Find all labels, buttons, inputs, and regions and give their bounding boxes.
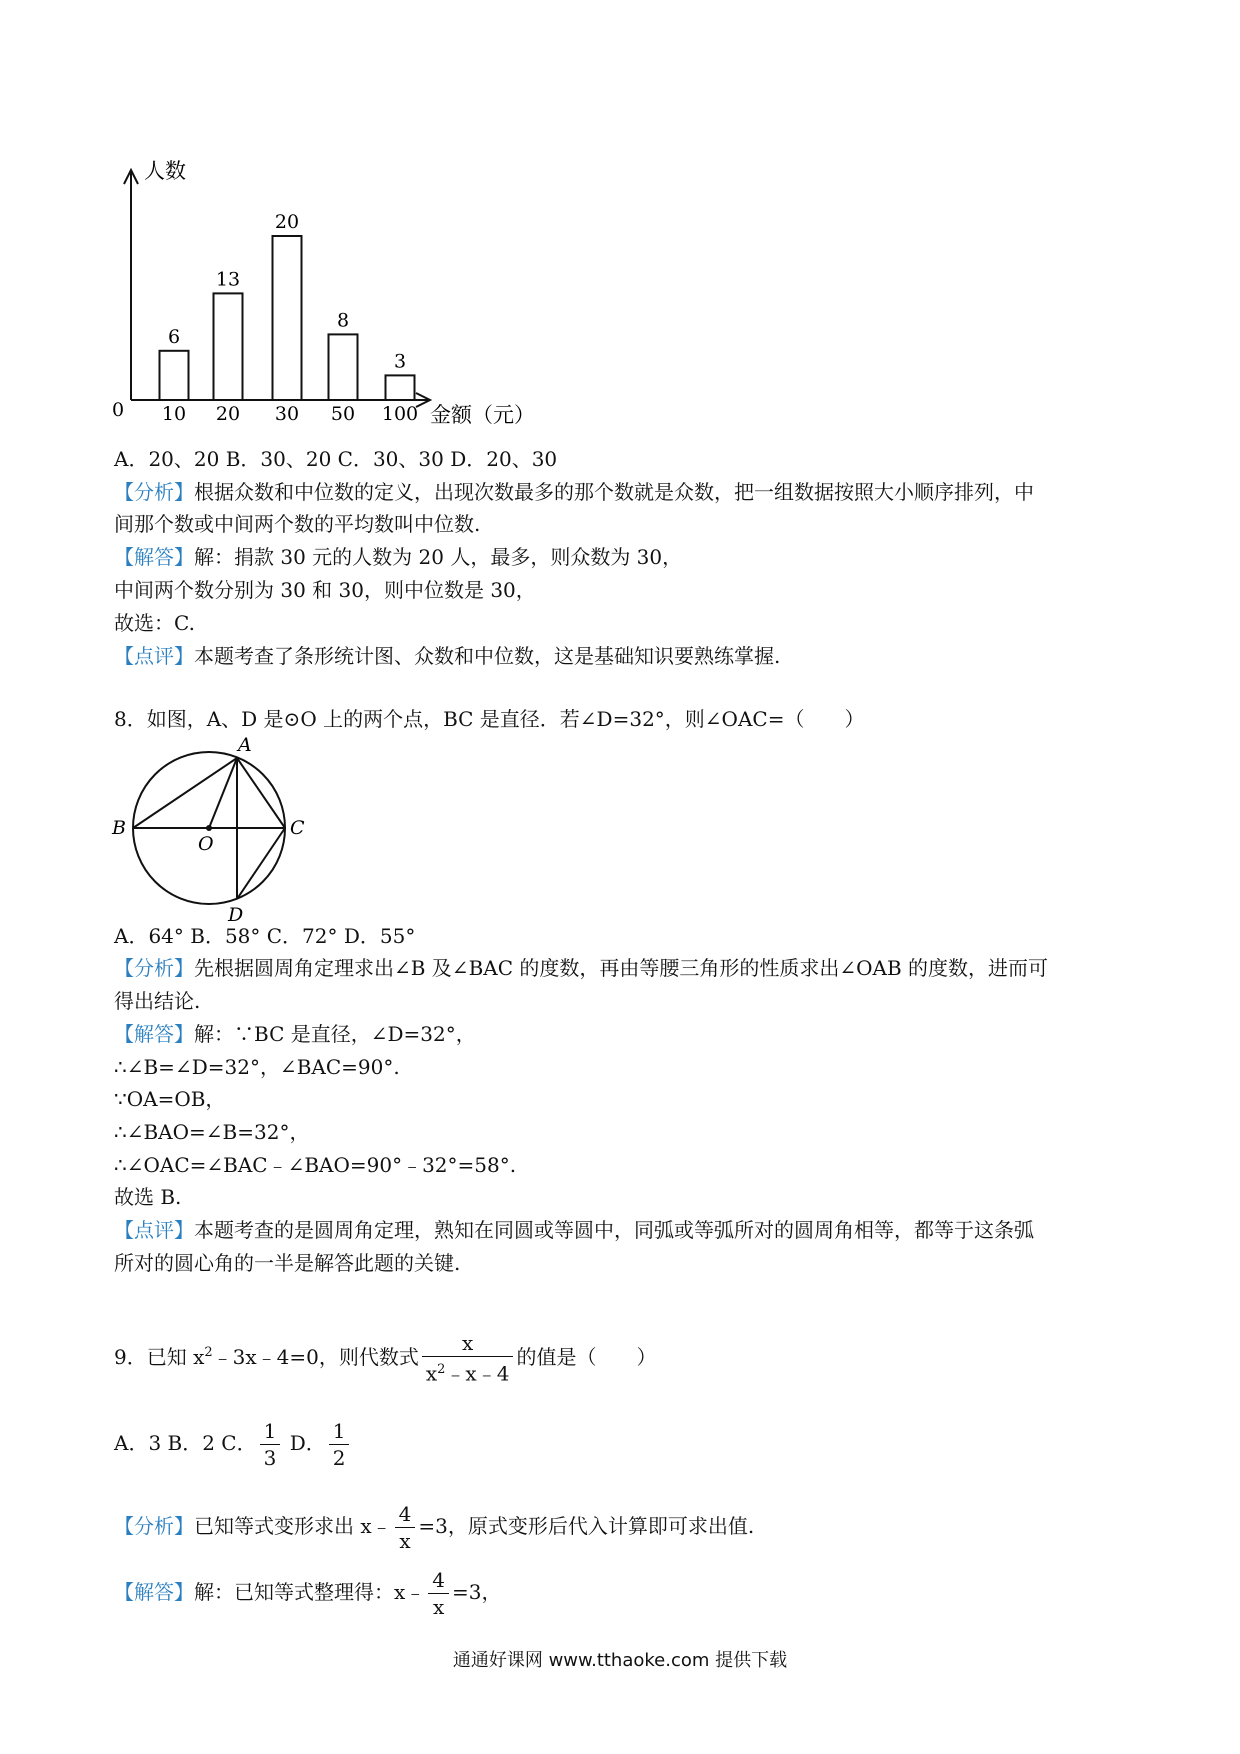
bar-value-label: 3 bbox=[393, 350, 407, 373]
q8-answer-line6: 故选 B. bbox=[114, 1185, 182, 1209]
q8-answer-line3: ∵OA=OB， bbox=[114, 1087, 226, 1111]
q7-comment-line1: 【点评】本题考查了条形统计图、众数和中位数，这是基础知识要熟练掌握. bbox=[114, 644, 781, 668]
x-tick-label: 30 bbox=[274, 403, 300, 425]
x-tick-label: 100 bbox=[381, 403, 419, 425]
q8-answer-line5: ∴∠OAC=∠BAC﹣∠BAO=90°﹣32°=58°. bbox=[114, 1153, 517, 1177]
comment-tag: 【点评】 bbox=[114, 644, 194, 668]
y-axis-label: 人数 bbox=[144, 159, 186, 183]
x-axis-label: 金额（元） bbox=[430, 403, 535, 427]
option-c-fraction: $\frac{1}{3}$ bbox=[260, 1418, 281, 1471]
q9-options: A．3 B．2 C． $\frac{1}{3}$ D． $\frac{1}{2}$ bbox=[114, 1418, 352, 1471]
q8-options: A．64° B．58° C．72° D．55° bbox=[114, 924, 416, 948]
footer-credit: 通通好课网 www.tthaoke.com 提供下载 bbox=[452, 1650, 788, 1671]
bar-20 bbox=[214, 293, 243, 400]
analysis-tag: 【分析】 bbox=[114, 956, 194, 980]
bar-value-label: 8 bbox=[336, 309, 350, 332]
q7-answer-line3: 故选：C. bbox=[114, 611, 195, 635]
q8-answer-line1: 【解答】解：∵BC 是直径，∠D=32°， bbox=[114, 1022, 476, 1046]
option-d-fraction: $\frac{1}{2}$ bbox=[329, 1418, 350, 1471]
q8-answer-line4: ∴∠BAO=∠B=32°， bbox=[114, 1120, 310, 1144]
x-tick-label: 20 bbox=[215, 403, 241, 425]
bar-100 bbox=[386, 375, 415, 400]
q8-analysis-line2: 得出结论. bbox=[114, 989, 201, 1013]
bar-50 bbox=[329, 334, 358, 400]
q7-answer-line2: 中间两个数分别为 30 和 30，则中位数是 30， bbox=[114, 578, 536, 602]
answer-fraction: $\frac{4}{x}$ bbox=[428, 1567, 449, 1620]
q7-options: A．20、20 B．30、20 C．30、30 D．20、30 bbox=[114, 447, 558, 471]
analysis-tag: 【分析】 bbox=[114, 1514, 194, 1538]
q9-expression-fraction: $\frac{x}{x^2﹣x﹣4}$ bbox=[422, 1330, 514, 1387]
bar-chart bbox=[0, 0, 1240, 460]
q7-analysis-line1: 【分析】根据众数和中位数的定义，出现次数最多的那个数就是众数，把一组数据按照大小顺序排列，中 bbox=[114, 480, 1034, 504]
q8-comment-line2: 所对的圆心角的一半是解答此题的关键. bbox=[114, 1251, 461, 1275]
segment-ab bbox=[133, 758, 237, 828]
analysis-tag: 【分析】 bbox=[114, 480, 194, 504]
label-b: B bbox=[112, 817, 126, 839]
answer-tag: 【解答】 bbox=[114, 545, 194, 569]
answer-tag: 【解答】 bbox=[114, 1022, 194, 1046]
bar-10 bbox=[160, 351, 189, 400]
answer-tag: 【解答】 bbox=[114, 1580, 194, 1604]
q7-answer-line1: 【解答】解：捐款 30 元的人数为 20 人，最多，则众数为 30， bbox=[114, 545, 683, 569]
bar-30 bbox=[273, 236, 302, 400]
label-d: D bbox=[228, 904, 244, 925]
q7-analysis-line2: 间那个数或中间两个数的平均数叫中位数. bbox=[114, 512, 481, 536]
label-o: O bbox=[198, 833, 214, 855]
x-tick-label: 50 bbox=[330, 403, 356, 425]
bar-value-label: 20 bbox=[274, 211, 300, 233]
q9-stem: 9．已知 $x^2﹣3x﹣4=0$，则代数式 $\frac{x}{x^2﹣x﹣4}$ 的值是（ ） bbox=[114, 1331, 657, 1386]
label-c: C bbox=[290, 817, 305, 839]
q9-answer: 【解答】解：已知等式整理得：x﹣ $\frac{4}{x}$ =3， bbox=[114, 1568, 502, 1619]
origin-label: 0 bbox=[112, 399, 125, 421]
label-a: A bbox=[238, 735, 252, 756]
q8-answer-line2: ∴∠B=∠D=32°，∠BAC=90°. bbox=[114, 1055, 400, 1079]
q8-comment-line1: 【点评】本题考查的是圆周角定理，熟知在同圆或等圆中，同弧或等弧所对的圆周角相等，都等于这条弧 bbox=[114, 1218, 1034, 1242]
q8-stem: 8．如图，A、D 是⊙O 上的两个点，BC 是直径．若∠D=32°，则∠OAC=（ ） bbox=[114, 707, 865, 731]
bar-value-label: 13 bbox=[215, 268, 241, 291]
segment-ac bbox=[237, 758, 285, 828]
segment-dc bbox=[237, 828, 285, 899]
x-tick-label: 10 bbox=[161, 403, 187, 425]
circle-figure bbox=[100, 735, 340, 925]
q8-analysis-line1: 【分析】先根据圆周角定理求出∠B 及∠BAC 的度数，再由等腰三角形的性质求出∠OAB 的度数，进而可 bbox=[114, 956, 1049, 980]
analysis-fraction: $\frac{4}{x}$ bbox=[395, 1501, 416, 1554]
comment-tag: 【点评】 bbox=[114, 1218, 194, 1242]
q9-analysis: 【分析】已知等式变形求出 x﹣ $\frac{4}{x}$ =3，原式变形后代入计算即可求出值. bbox=[114, 1502, 755, 1553]
bar-value-label: 6 bbox=[167, 325, 181, 348]
center-point bbox=[206, 825, 212, 831]
